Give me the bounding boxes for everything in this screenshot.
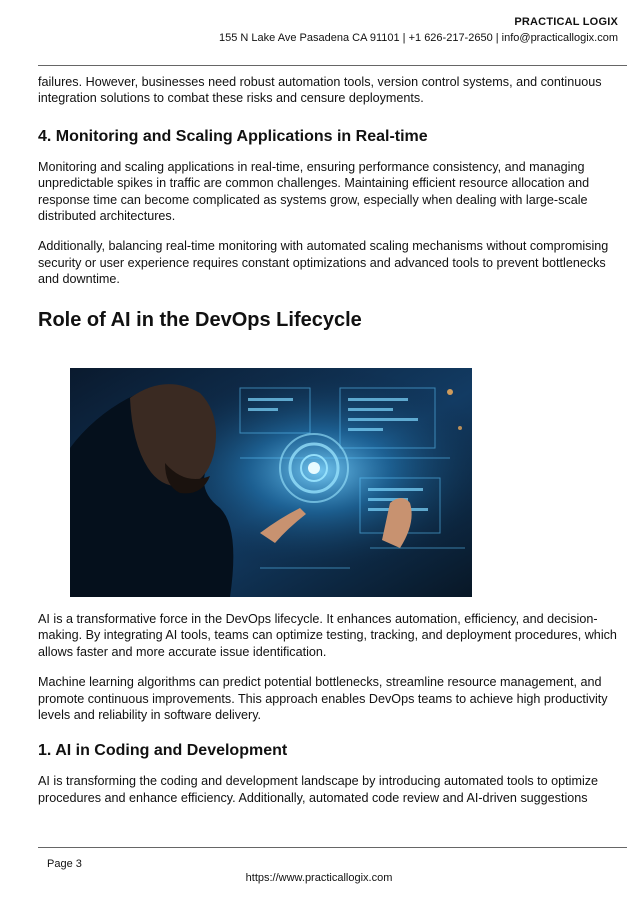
paragraph-role-1: AI is a transformative force in the DevOps lifecycle. It enhances automation, efficiency, and decision-making. By integrating AI tools, teams can optimize testing, tracking, and deployment procedures, which allows faster and more accurate issue identification.: [38, 612, 617, 659]
heading-role: Role of AI in the DevOps Lifecycle: [38, 308, 362, 331]
hero-image-ai-interface: [70, 368, 472, 597]
footer-url-link[interactable]: https://www.practicallogix.com: [245, 872, 393, 884]
header-divider: [38, 65, 627, 66]
paragraph-intro: failures. However, businesses need robust automation tools, version control systems, and continuous integration solutions to combat these risks and censure deployments.: [38, 75, 602, 106]
page-content-lower: [38, 611, 622, 806]
ai-hologram-illustration: [70, 368, 472, 597]
page-content: [38, 74, 622, 332]
page-header: [219, 16, 618, 44]
company-name: PRACTICAL LOGIX: [514, 16, 618, 28]
page-number: Page 3: [47, 858, 82, 870]
heading-coding: 1. AI in Coding and Development: [38, 742, 288, 760]
paragraph-monitoring-2: Additionally, balancing real-time monitoring with automated scaling mechanisms without compromising security or user experience requires constant optimizations and advanced tools to prevent bottlenecks and downtime.: [38, 239, 609, 287]
paragraph-role-2: Machine learning algorithms can predict potential bottlenecks, streamline resource management, and promote continuous improvements. This approach enables DevOps teams to achieve high productivity levels and reliability in software delivery.: [38, 675, 608, 723]
footer-divider: [38, 847, 627, 848]
company-contact: 155 N Lake Ave Pasadena CA 91101 | +1 626-217-2650 | info@practicallogix.com: [219, 32, 618, 44]
paragraph-monitoring-1: Monitoring and scaling applications in real-time, ensuring performance consistency, and managing unpredictable spikes in traffic are common challenges. Maintaining efficient resource allocation and response time can become complicated as systems grow, especially when dealing with large-scale distributed architectures.: [38, 159, 590, 224]
heading-monitoring: 4. Monitoring and Scaling Applications in Real-time: [38, 127, 428, 145]
paragraph-coding: AI is transforming the coding and development landscape by introducing automated tools to optimize procedures and enhance efficiency. Additionally, automated code review and AI-driven suggestions: [38, 774, 599, 805]
